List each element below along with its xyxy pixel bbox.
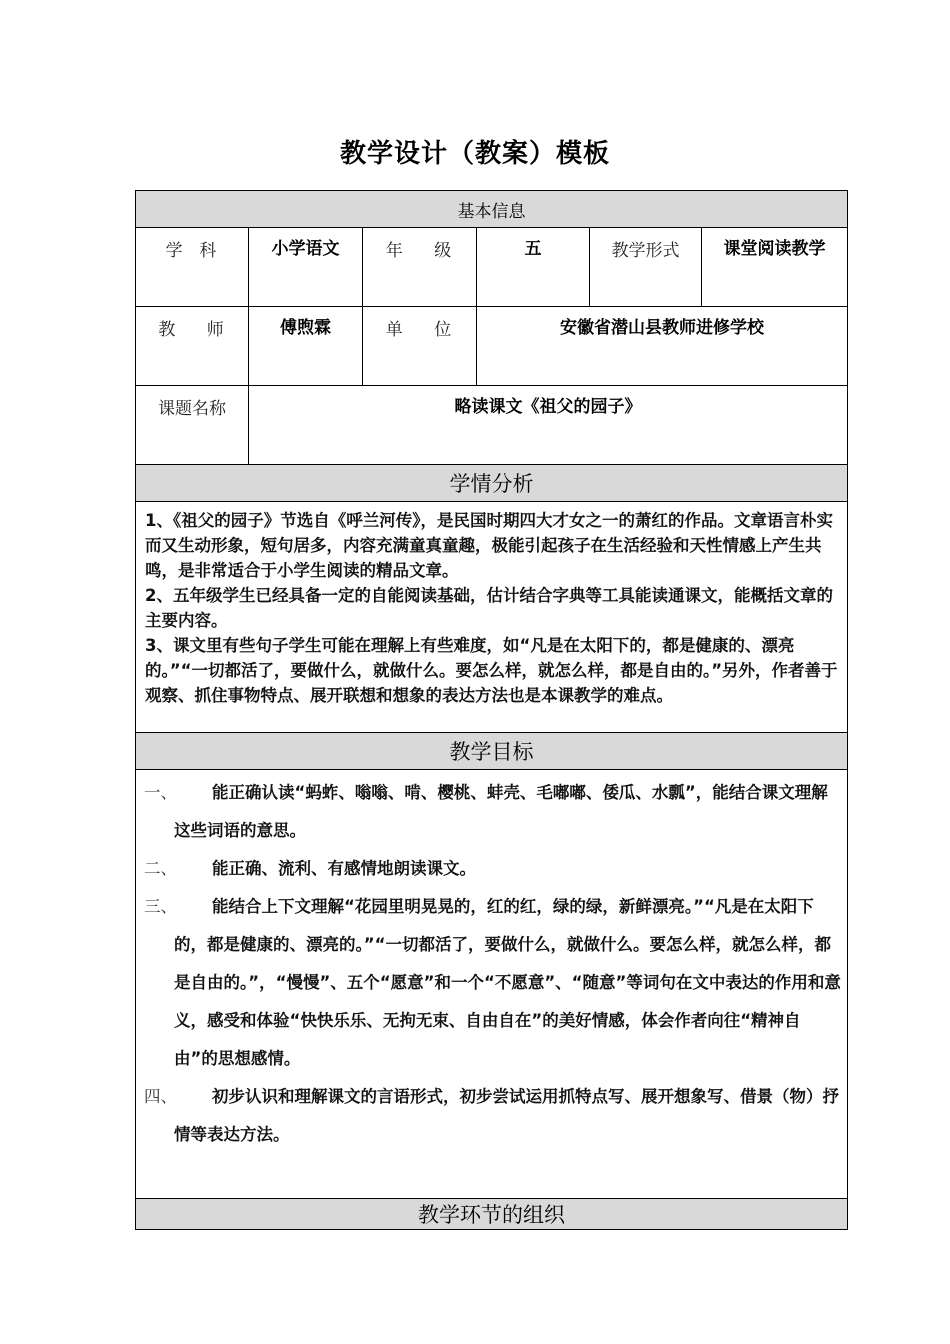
goal-number: 三、 [144,897,177,916]
goal-item [144,850,841,888]
lesson-plan-table [135,190,848,1230]
goals-header: 教学目标 [136,733,848,770]
goals-body [136,770,848,1199]
topic-value: 略读课文《祖父的园子》 [249,386,848,465]
grade-value: 五 [477,228,590,307]
goal-text: 初步认识和理解课文的言语形式，初步尝试运用抓特点写、展开想象写、借景（物）抒情等表达方法。 [174,1087,839,1144]
subject-label: 学 科 [136,228,249,307]
grade-label: 年 级 [363,228,477,307]
unit-label: 单 位 [363,307,477,386]
subject-value: 小学语文 [249,228,363,307]
analysis-paragraph: 1、《祖父的园子》节选自《呼兰河传》，是民国时期四大才女之一的萧红的作品。文章语言朴实而又生动形象，短句居多，内容充满童真童趣，极能引起孩子在生活经验和天性情感上产生共鸣，是非常适合于小学生阅读的精品文章。 [145,511,833,580]
analysis-paragraph: 2、五年级学生已经具备一定的自能阅读基础，估计结合字典等工具能读通课文，能概括文章的主要内容。 [145,586,833,630]
goal-number: 一、 [144,783,177,802]
analysis-paragraph: 3、课文里有些句子学生可能在理解上有些难度，如“凡是在太阳下的，都是健康的、漂亮的。”“一切都活了，要做什么，就做什么。要怎么样，就怎么样，都是自由的。”另外，作者善于观察、抓住事物特点、展开联想和想象的表达方法也是本课教学的难点。 [145,636,838,705]
teaching-form-value: 课堂阅读教学 [702,228,848,307]
unit-value: 安徽省潜山县教师进修学校 [477,307,848,386]
analysis-body [136,502,848,733]
organization-header: 教学环节的组织 [136,1199,848,1230]
analysis-header: 学情分析 [136,465,848,502]
page-title: 教学设计（教案）模板 [339,139,610,169]
goal-item [144,888,841,1078]
basic-info-header: 基本信息 [136,191,848,228]
teacher-label: 教 师 [136,307,249,386]
goal-item [144,774,841,850]
goal-text: 能正确认读“蚂蚱、嗡嗡、啃、樱桃、蚌壳、毛嘟嘟、倭瓜、水瓢”，能结合课文理解这些词语的意思。 [174,783,828,840]
goal-number: 四、 [144,1087,177,1106]
teacher-value: 傅煦霖 [249,307,363,386]
goal-number: 二、 [144,859,177,878]
goal-text: 能正确、流利、有感情地朗读课文。 [212,859,476,878]
topic-label: 课题名称 [136,386,249,465]
goal-item [144,1078,841,1154]
goal-text: 能结合上下文理解“花园里明晃晃的，红的红，绿的绿，新鲜漂亮。”“凡是在太阳下的，都是健康的、漂亮的。”“一切都活了，要做什么，就做什么。要怎么样，就怎么样，都是自由的。”，“慢慢”、五个“愿意”和一个“不愿意”、“随意”等词句在文中表达的作用和意义，感受和体验“快快乐乐、无拘无束、自由自在”的美好情感，体会作者向往“精神自由”的思想感情。 [174,897,841,1068]
teaching-form-label: 教学形式 [590,228,702,307]
